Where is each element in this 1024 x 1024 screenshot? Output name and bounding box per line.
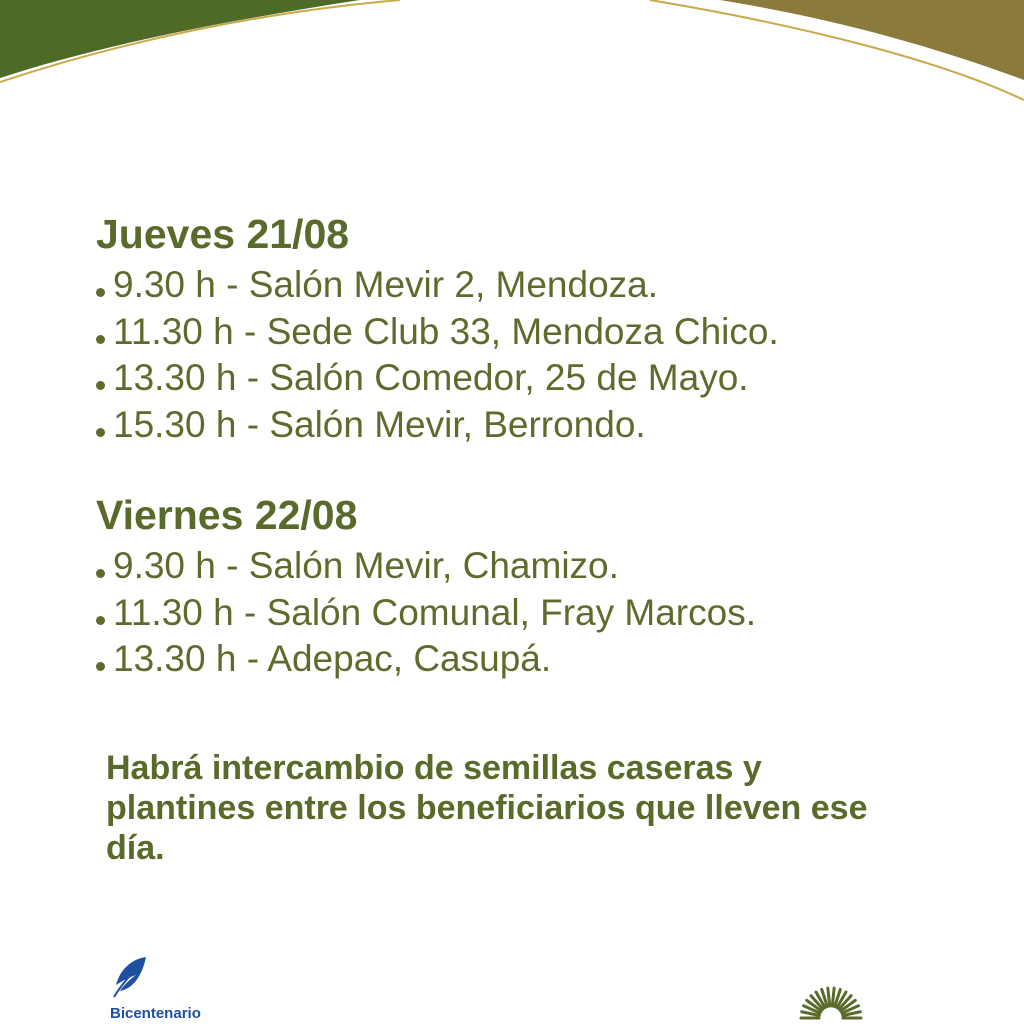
bullet-icon (96, 662, 105, 671)
event-text: 15.30 h - Salón Mevir, Berrondo. (113, 403, 646, 445)
list-item (96, 355, 779, 402)
emblem-ray (828, 988, 830, 1006)
thursday-event-list (96, 262, 779, 448)
bicentenario-logo (110, 955, 240, 1024)
emblem-ray (832, 988, 834, 1006)
bullet-icon (96, 381, 105, 390)
event-text: 13.30 h - Salón Comedor, 25 de Mayo. (113, 357, 749, 398)
list-item (96, 309, 779, 356)
event-text: 11.30 h - Salón Comunal, Fray Marcos. (113, 591, 756, 633)
event-text: 9.30 h - Salón Mevir, Chamizo. (113, 545, 619, 586)
list-item (96, 590, 756, 637)
bicentenario-logo-text: Bicentenario (110, 1005, 201, 1022)
seed-exchange-note: Habrá intercambio de semillas caseras y plantines entre los beneficiarios que lleven ese día. (106, 749, 868, 867)
day-heading-friday: Viernes 22/08 (96, 492, 358, 538)
bullet-icon (96, 569, 105, 578)
sun-emblem-icon (796, 978, 866, 1024)
gold-wave (720, 0, 1024, 80)
list-item (96, 262, 779, 309)
event-text: 9.30 h - Salón Mevir 2, Mendoza. (113, 264, 659, 305)
list-item (96, 543, 756, 590)
event-text: 13.30 h - Adepac, Casupá. (113, 638, 552, 679)
bullet-icon (96, 428, 105, 437)
bullet-icon (96, 288, 105, 297)
list-item (96, 402, 779, 449)
feather-icon (110, 955, 150, 999)
bullet-icon (96, 335, 105, 344)
list-item (96, 636, 756, 683)
top-decorative-band (0, 0, 1024, 120)
day-heading-thursday: Jueves 21/08 (96, 211, 350, 257)
event-text: 11.30 h - Sede Club 33, Mendoza Chico. (113, 310, 779, 352)
friday-event-list (96, 543, 756, 683)
bullet-icon (96, 616, 105, 625)
green-wave (0, 0, 360, 78)
